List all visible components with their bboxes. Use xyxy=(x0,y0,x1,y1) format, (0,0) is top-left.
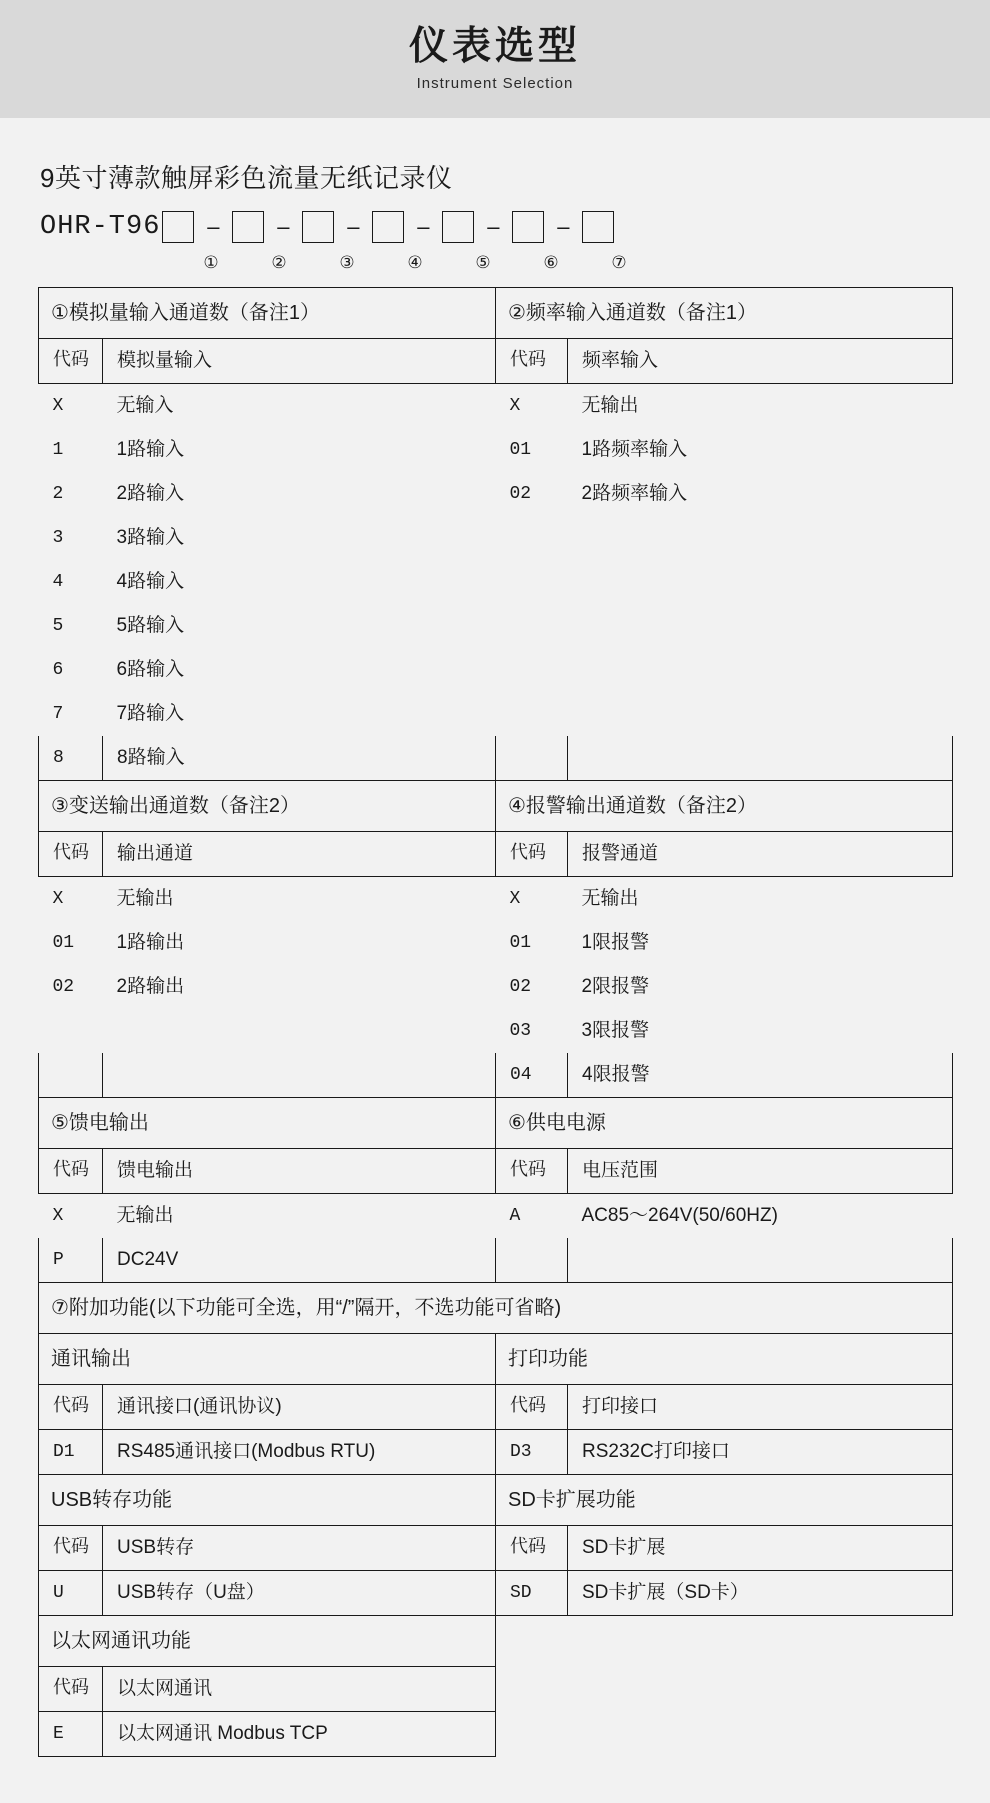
s7-group-0-title: 通讯输出 xyxy=(39,1334,496,1385)
slot-label-5: ⑤ xyxy=(475,253,491,272)
section-5-heading: ⑤馈电输出 xyxy=(39,1098,496,1149)
section-5-col-code: 代码 xyxy=(39,1149,103,1194)
table-row xyxy=(39,516,953,560)
s7-g1-code-0: D3 xyxy=(496,1430,568,1475)
s1-code-7: 7 xyxy=(52,703,64,724)
s1-desc-1: 1路输入 xyxy=(116,439,185,461)
s5-code-0: X xyxy=(52,1205,64,1226)
s4-code-0: X xyxy=(509,888,521,909)
section-3-col-code: 代码 xyxy=(39,832,103,877)
section-1-col-desc: 模拟量输入 xyxy=(103,339,496,384)
s1-desc-3: 3路输入 xyxy=(116,527,185,549)
model-slot-7[interactable] xyxy=(582,211,614,243)
s4-code-4: 04 xyxy=(496,1053,568,1098)
s1-code-0: X xyxy=(52,395,64,416)
section-1-col-code: 代码 xyxy=(39,339,103,384)
s4-code-2: 02 xyxy=(509,976,532,997)
s7-g2-code-0: U xyxy=(39,1571,103,1616)
s2-desc-0: 无输出 xyxy=(581,395,639,417)
s1-code-3: 3 xyxy=(52,527,64,548)
table-row xyxy=(39,1283,953,1334)
selection-table xyxy=(38,287,953,1757)
table-row xyxy=(39,428,953,472)
s1-desc-8: 8路输入 xyxy=(103,736,496,781)
s7-g3-desc-0: SD卡扩展（SD卡） xyxy=(568,1571,953,1616)
section-1-heading: ①模拟量输入通道数（备注1） xyxy=(39,288,496,339)
s2-desc-1: 1路频率输入 xyxy=(581,439,688,461)
table-row xyxy=(39,604,953,648)
s1-code-8: 8 xyxy=(39,736,103,781)
s7-g2-desc-0: USB转存（U盘） xyxy=(103,1571,496,1616)
s6-desc-0: AC85～264V(50/60HZ) xyxy=(581,1205,778,1227)
table-row xyxy=(39,1430,953,1475)
s7-group-3-col-desc: SD卡扩展 xyxy=(568,1526,953,1571)
s1-code-1: 1 xyxy=(52,439,64,460)
s7-g3-code-0: SD xyxy=(496,1571,568,1616)
s7-group-0-col-code: 代码 xyxy=(39,1385,103,1430)
section-5-col-desc: 馈电输出 xyxy=(103,1149,496,1194)
page-subtitle: Instrument Selection xyxy=(416,74,574,92)
table-row xyxy=(39,1194,953,1239)
s3-code-0: X xyxy=(52,888,64,909)
table-row xyxy=(39,692,953,736)
s7-g0-code-0: D1 xyxy=(39,1430,103,1475)
table-row xyxy=(39,1526,953,1571)
s6-code-0: A xyxy=(509,1205,521,1226)
s2-code-2: 02 xyxy=(509,483,532,504)
s7-group-1-col-desc: 打印接口 xyxy=(568,1385,953,1430)
slot-label-7: ⑦ xyxy=(611,253,627,272)
s1-desc-2: 2路输入 xyxy=(116,483,185,505)
table-row xyxy=(39,965,953,1009)
s7-group-2-col-code: 代码 xyxy=(39,1526,103,1571)
model-slot-4[interactable] xyxy=(372,211,404,243)
section-6-col-code: 代码 xyxy=(496,1149,568,1194)
model-slot-2[interactable] xyxy=(232,211,264,243)
section-2-col-desc: 频率输入 xyxy=(568,339,953,384)
table-row xyxy=(39,1616,953,1667)
model-dash-1: – xyxy=(207,214,220,239)
model-slot-labels xyxy=(38,253,952,273)
s7-group-0-col-desc: 通讯接口(通讯协议) xyxy=(103,1385,496,1430)
s1-code-4: 4 xyxy=(52,571,64,592)
s1-desc-0: 无输入 xyxy=(116,395,174,417)
model-slot-1[interactable] xyxy=(162,211,194,243)
table-row xyxy=(39,1053,953,1098)
slot-label-2: ② xyxy=(271,253,287,272)
table-row xyxy=(39,877,953,922)
table-row xyxy=(39,781,953,832)
s7-group-3-title: SD卡扩展功能 xyxy=(496,1475,953,1526)
table-row xyxy=(39,339,953,384)
table-row xyxy=(39,472,953,516)
table-row xyxy=(39,1238,953,1283)
s1-code-2: 2 xyxy=(52,483,64,504)
table-row xyxy=(39,921,953,965)
s7-group-2-col-desc: USB转存 xyxy=(103,1526,496,1571)
s2-code-1: 01 xyxy=(509,439,532,460)
s7-group-1-title: 打印功能 xyxy=(496,1334,953,1385)
s4-code-1: 01 xyxy=(509,932,532,953)
s2-desc-2: 2路频率输入 xyxy=(581,483,688,505)
model-prefix: OHR-T96 xyxy=(40,212,161,242)
table-row xyxy=(39,1475,953,1526)
s4-desc-3: 3限报警 xyxy=(581,1020,650,1042)
page-title: 仪表选型 xyxy=(408,25,581,69)
table-row xyxy=(39,736,953,781)
section-3-col-desc: 输出通道 xyxy=(103,832,496,877)
slot-label-4: ④ xyxy=(407,253,423,272)
s5-desc-0: 无输出 xyxy=(116,1205,174,1227)
s1-code-6: 6 xyxy=(52,659,64,680)
s1-code-5: 5 xyxy=(52,615,64,636)
section-4-col-code: 代码 xyxy=(496,832,568,877)
model-code-row xyxy=(40,207,952,247)
table-row xyxy=(39,384,953,429)
s7-group-4-col-code: 代码 xyxy=(39,1667,103,1712)
s4-code-3: 03 xyxy=(509,1020,532,1041)
table-row xyxy=(39,648,953,692)
table-row xyxy=(39,1667,953,1712)
slot-label-1: ① xyxy=(203,253,219,272)
slot-label-6: ⑥ xyxy=(543,253,559,272)
section-4-heading: ④报警输出通道数（备注2） xyxy=(496,781,953,832)
s7-g1-desc-0: RS232C打印接口 xyxy=(568,1430,953,1475)
table-row xyxy=(39,1571,953,1616)
page-banner xyxy=(0,0,990,118)
s5-code-1: P xyxy=(39,1238,103,1283)
bottom-spacer xyxy=(38,1757,952,1803)
s7-g0-desc-0: RS485通讯接口(Modbus RTU) xyxy=(103,1430,496,1475)
model-dash-5: – xyxy=(487,214,500,239)
section-3-heading: ③变送输出通道数（备注2） xyxy=(39,781,496,832)
content-area xyxy=(0,118,990,1803)
section-2-heading: ②频率输入通道数（备注1） xyxy=(496,288,953,339)
product-name: 9英寸薄款触屏彩色流量无纸记录仪 xyxy=(40,163,453,193)
s1-desc-7: 7路输入 xyxy=(116,703,185,725)
s4-desc-0: 无输出 xyxy=(581,888,639,910)
section-4-col-desc: 报警通道 xyxy=(568,832,953,877)
section-6-col-desc: 电压范围 xyxy=(568,1149,953,1194)
s5-desc-1: DC24V xyxy=(103,1238,496,1283)
s2-code-0: X xyxy=(509,395,521,416)
section-6-heading: ⑥供电电源 xyxy=(496,1098,953,1149)
model-dash-3: – xyxy=(347,214,360,239)
s3-code-1: 01 xyxy=(52,932,75,953)
table-row xyxy=(39,1149,953,1194)
s3-desc-2: 2路输出 xyxy=(116,976,185,998)
table-row xyxy=(39,1385,953,1430)
model-dash-2: – xyxy=(277,214,290,239)
model-slot-6[interactable] xyxy=(512,211,544,243)
table-row xyxy=(39,1334,953,1385)
s7-group-2-title: USB转存功能 xyxy=(39,1475,496,1526)
s7-group-4-col-desc: 以太网通讯 xyxy=(103,1667,496,1712)
model-dash-6: – xyxy=(557,214,570,239)
model-slot-3[interactable] xyxy=(302,211,334,243)
s7-g4-code-0: E xyxy=(39,1712,103,1757)
model-slot-5[interactable] xyxy=(442,211,474,243)
s4-desc-1: 1限报警 xyxy=(581,932,650,954)
s3-desc-0: 无输出 xyxy=(116,888,174,910)
table-row xyxy=(39,288,953,339)
table-row xyxy=(39,1712,953,1757)
s3-code-2: 02 xyxy=(52,976,75,997)
table-row xyxy=(39,560,953,604)
model-dash-4: – xyxy=(417,214,430,239)
s7-group-3-col-code: 代码 xyxy=(496,1526,568,1571)
s1-desc-5: 5路输入 xyxy=(116,615,185,637)
table-row xyxy=(39,832,953,877)
s4-desc-2: 2限报警 xyxy=(581,976,650,998)
slot-label-3: ③ xyxy=(339,253,355,272)
table-row xyxy=(39,1098,953,1149)
s7-group-1-col-code: 代码 xyxy=(496,1385,568,1430)
section-2-col-code: 代码 xyxy=(496,339,568,384)
section-7-heading: ⑦附加功能(以下功能可全选，用“/”隔开，不选功能可省略) xyxy=(39,1283,953,1334)
s7-group-4-title: 以太网通讯功能 xyxy=(39,1616,496,1667)
s7-g4-desc-0: 以太网通讯 Modbus TCP xyxy=(103,1712,496,1757)
table-row xyxy=(39,1009,953,1053)
s3-desc-1: 1路输出 xyxy=(116,932,185,954)
s4-desc-4: 4限报警 xyxy=(568,1053,953,1098)
s1-desc-6: 6路输入 xyxy=(116,659,185,681)
s1-desc-4: 4路输入 xyxy=(116,571,185,593)
